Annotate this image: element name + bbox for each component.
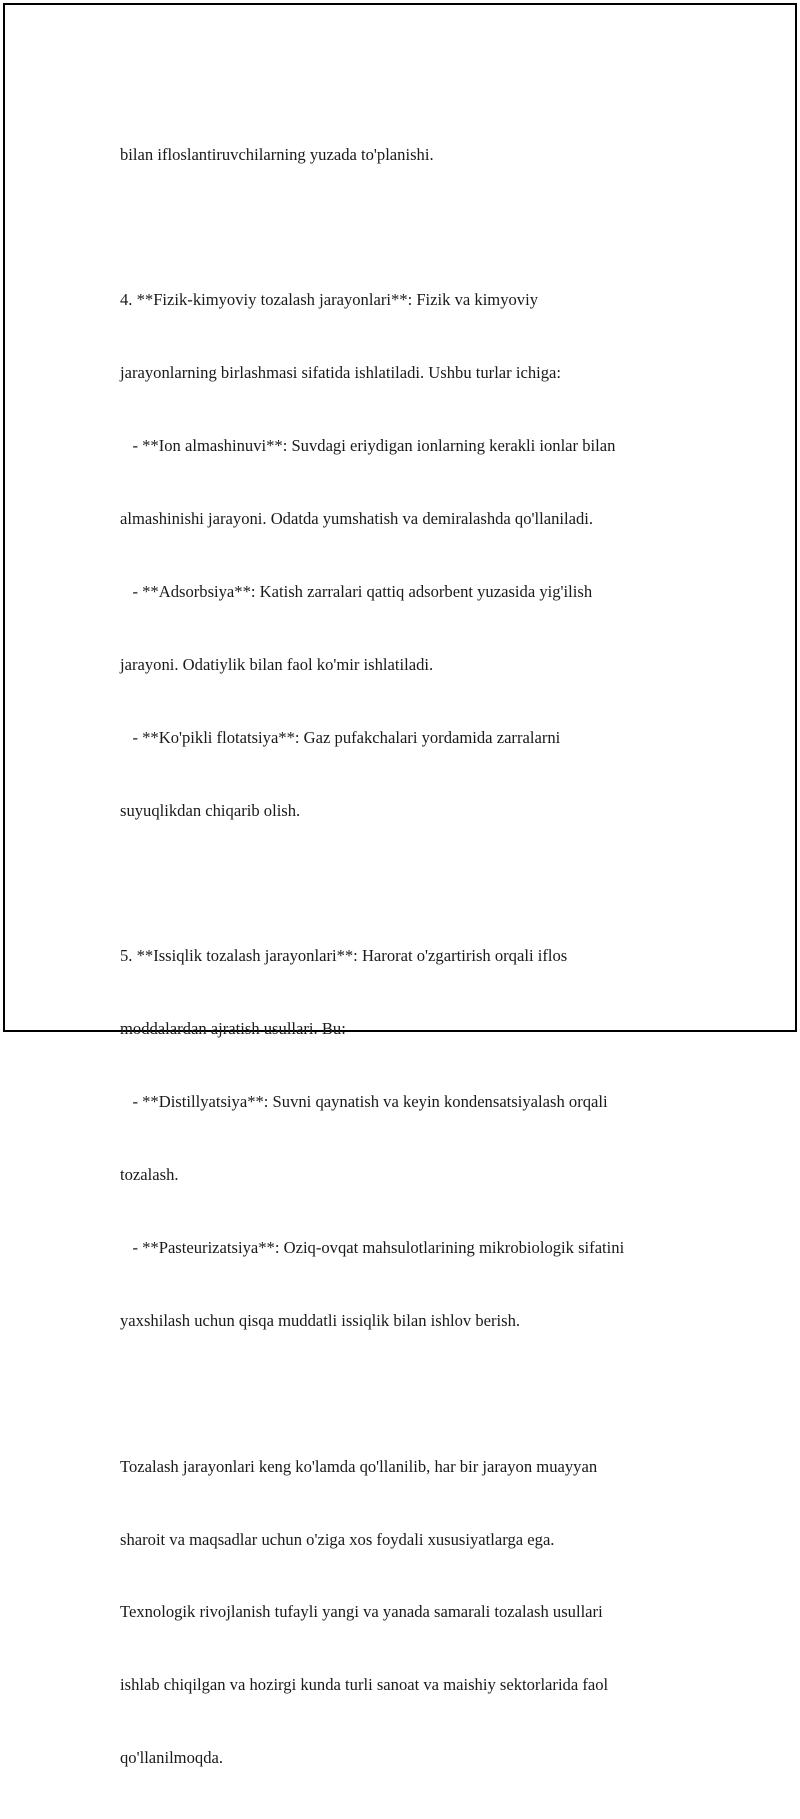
- text-line: 5. **Issiqlik tozalash jarayonlari**: Harorat o'zgartirish orqali iflos: [120, 946, 568, 966]
- text-line: Texnologik rivojlanish tufayli yangi va yanada samarali tozalash usullari: [120, 1602, 603, 1622]
- text-line: - **Ion almashinuvi**: Suvdagi eriydigan ionlarning kerakli ionlar bilan: [120, 436, 616, 456]
- text-line: suyuqlikdan chiqarib olish.: [120, 800, 301, 820]
- text-line: 4. **Fizik-kimyoviy tozalash jarayonlari**: Fizik va kimyoviy: [120, 290, 539, 310]
- text-line: tozalash.: [120, 1165, 179, 1185]
- text-line: - **Adsorbsiya**: Katish zarralari qattiq adsorbent yuzasida yig'ilish: [120, 581, 593, 601]
- text-line: bilan ifloslantiruvchilarning yuzada to'planishi.: [120, 144, 434, 164]
- text-line: moddalardan ajratish usullari. Bu:: [120, 1019, 346, 1039]
- text-line: yaxshilash uchun qisqa muddatli issiqlik bilan ishlov berish.: [120, 1310, 521, 1330]
- text-line: jarayoni. Odatiylik bilan faol ko'mir ishlatiladi.: [120, 654, 434, 674]
- paragraph-gap: [120, 1382, 690, 1406]
- document-page: [3, 3, 797, 1768]
- paragraph-gap: [120, 872, 690, 896]
- paragraph-gap: [120, 215, 690, 239]
- document-body: [120, 94, 690, 1819]
- text-line: - **Distillyatsiya**: Suvni qaynatish va keyin kondensatsiyalash orqali: [120, 1092, 608, 1112]
- text-line: ishlab chiqilgan va hozirgi kunda turli sanoat va maishiy sektorlarida faol: [120, 1675, 609, 1695]
- text-line: jarayonlarning birlashmasi sifatida ishlatiladi. Ushbu turlar ichiga:: [120, 363, 562, 383]
- text-line: qo'llanilmoqda.: [120, 1748, 223, 1768]
- text-line: - **Pasteurizatsiya**: Oziq-ovqat mahsulotlarining mikrobiologik sifatini: [120, 1237, 625, 1257]
- text-line: almashinishi jarayoni. Odatda yumshatish va demiralashda qo'llaniladi.: [120, 509, 594, 529]
- text-line: sharoit va maqsadlar uchun o'ziga xos foydali xususiyatlarga ega.: [120, 1529, 555, 1549]
- text-line: - **Ko'pikli flotatsiya**: Gaz pufakchalari yordamida zarralarni: [120, 727, 561, 747]
- text-line: Tozalash jarayonlari keng ko'lamda qo'llanilib, har bir jarayon muayyan: [120, 1456, 598, 1476]
